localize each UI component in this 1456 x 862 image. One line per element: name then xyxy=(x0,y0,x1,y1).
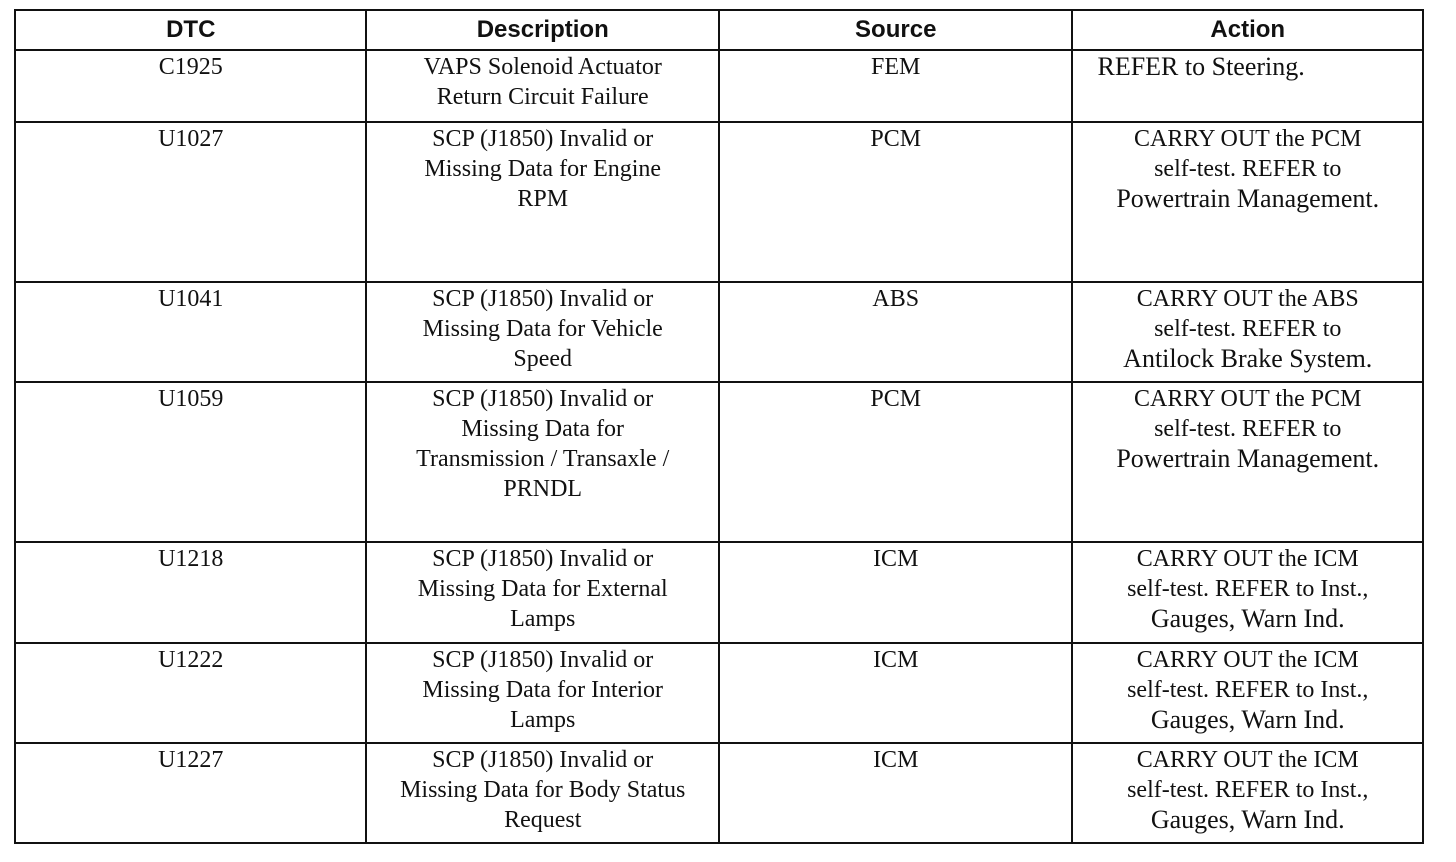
dtc-cell: U1222 xyxy=(15,643,366,743)
dtc-cell: U1227 xyxy=(15,743,366,843)
action-line: REFER to Steering. xyxy=(1097,52,1305,81)
action-line: self-test. REFER to xyxy=(1154,416,1342,442)
table-row xyxy=(15,542,1423,643)
action-cell xyxy=(1072,122,1423,282)
description-line: Request xyxy=(504,807,582,833)
action-cell xyxy=(1072,50,1423,122)
header-action: Action xyxy=(1072,10,1423,50)
table-body xyxy=(15,50,1423,843)
action-line: Powertrain Management. xyxy=(1116,444,1380,473)
action-line: self-test. REFER to xyxy=(1154,156,1342,182)
dtc-table xyxy=(14,9,1424,844)
table-row xyxy=(15,643,1423,743)
description-line: SCP (J1850) Invalid or xyxy=(432,126,654,152)
description-cell xyxy=(366,50,719,122)
dtc-cell: U1218 xyxy=(15,542,366,643)
source-cell: ICM xyxy=(719,643,1073,743)
description-line: Transmission / Transaxle / xyxy=(416,446,670,472)
action-line: self-test. REFER to Inst., xyxy=(1127,576,1369,602)
action-line: CARRY OUT the ICM xyxy=(1136,747,1359,773)
action-line: Gauges, Warn Ind. xyxy=(1150,805,1345,834)
description-line: SCP (J1850) Invalid or xyxy=(432,286,654,312)
description-line: PRNDL xyxy=(503,476,583,502)
dtc-cell: U1059 xyxy=(15,382,366,542)
action-cell xyxy=(1072,743,1423,843)
action-line: CARRY OUT the PCM xyxy=(1134,386,1362,412)
description-line: Missing Data for Engine xyxy=(424,156,662,182)
source-cell: ABS xyxy=(719,282,1073,382)
dtc-cell: C1925 xyxy=(15,50,366,122)
action-line: Gauges, Warn Ind. xyxy=(1150,705,1345,734)
header-row xyxy=(15,10,1423,50)
description-line: Lamps xyxy=(510,606,576,632)
description-line: SCP (J1850) Invalid or xyxy=(432,647,654,673)
action-cell xyxy=(1072,282,1423,382)
table-row xyxy=(15,50,1423,122)
table-row xyxy=(15,122,1423,282)
description-cell xyxy=(366,122,719,282)
description-line: Missing Data for xyxy=(461,416,625,442)
table-row xyxy=(15,382,1423,542)
action-cell xyxy=(1072,643,1423,743)
action-line: CARRY OUT the ABS xyxy=(1136,286,1359,312)
description-cell xyxy=(366,282,719,382)
action-line: self-test. REFER to Inst., xyxy=(1127,677,1369,703)
description-cell xyxy=(366,542,719,643)
description-line: Missing Data for External xyxy=(417,576,668,602)
description-cell xyxy=(366,643,719,743)
action-line: Powertrain Management. xyxy=(1116,184,1380,213)
table-row xyxy=(15,743,1423,843)
description-cell xyxy=(366,382,719,542)
description-line: SCP (J1850) Invalid or xyxy=(432,747,654,773)
action-line: CARRY OUT the ICM xyxy=(1136,647,1359,673)
action-line: CARRY OUT the PCM xyxy=(1134,126,1362,152)
source-cell: FEM xyxy=(719,50,1073,122)
action-line: self-test. REFER to xyxy=(1154,316,1342,342)
action-line: Gauges, Warn Ind. xyxy=(1150,604,1345,633)
description-line: SCP (J1850) Invalid or xyxy=(432,386,654,412)
action-cell xyxy=(1072,382,1423,542)
description-line: Missing Data for Body Status xyxy=(400,777,686,803)
description-line: Missing Data for Interior xyxy=(422,677,664,703)
description-line: RPM xyxy=(517,186,569,212)
description-line: Missing Data for Vehicle xyxy=(422,316,663,342)
header-dtc: DTC xyxy=(15,10,366,50)
description-line: SCP (J1850) Invalid or xyxy=(432,546,654,572)
description-line: Lamps xyxy=(510,707,576,733)
action-line: CARRY OUT the ICM xyxy=(1136,546,1359,572)
action-line: self-test. REFER to Inst., xyxy=(1127,777,1369,803)
source-cell: PCM xyxy=(719,122,1073,282)
dtc-cell: U1027 xyxy=(15,122,366,282)
table-header xyxy=(15,10,1423,50)
source-cell: ICM xyxy=(719,542,1073,643)
action-cell xyxy=(1072,542,1423,643)
table-row xyxy=(15,282,1423,382)
description-line: Return Circuit Failure xyxy=(436,84,649,110)
action-line: Antilock Brake System. xyxy=(1123,344,1373,373)
description-cell xyxy=(366,743,719,843)
dtc-cell: U1041 xyxy=(15,282,366,382)
source-cell: PCM xyxy=(719,382,1073,542)
description-line: VAPS Solenoid Actuator xyxy=(423,54,662,80)
header-source: Source xyxy=(719,10,1073,50)
description-line: Speed xyxy=(513,346,573,372)
header-description: Description xyxy=(366,10,719,50)
source-cell: ICM xyxy=(719,743,1073,843)
